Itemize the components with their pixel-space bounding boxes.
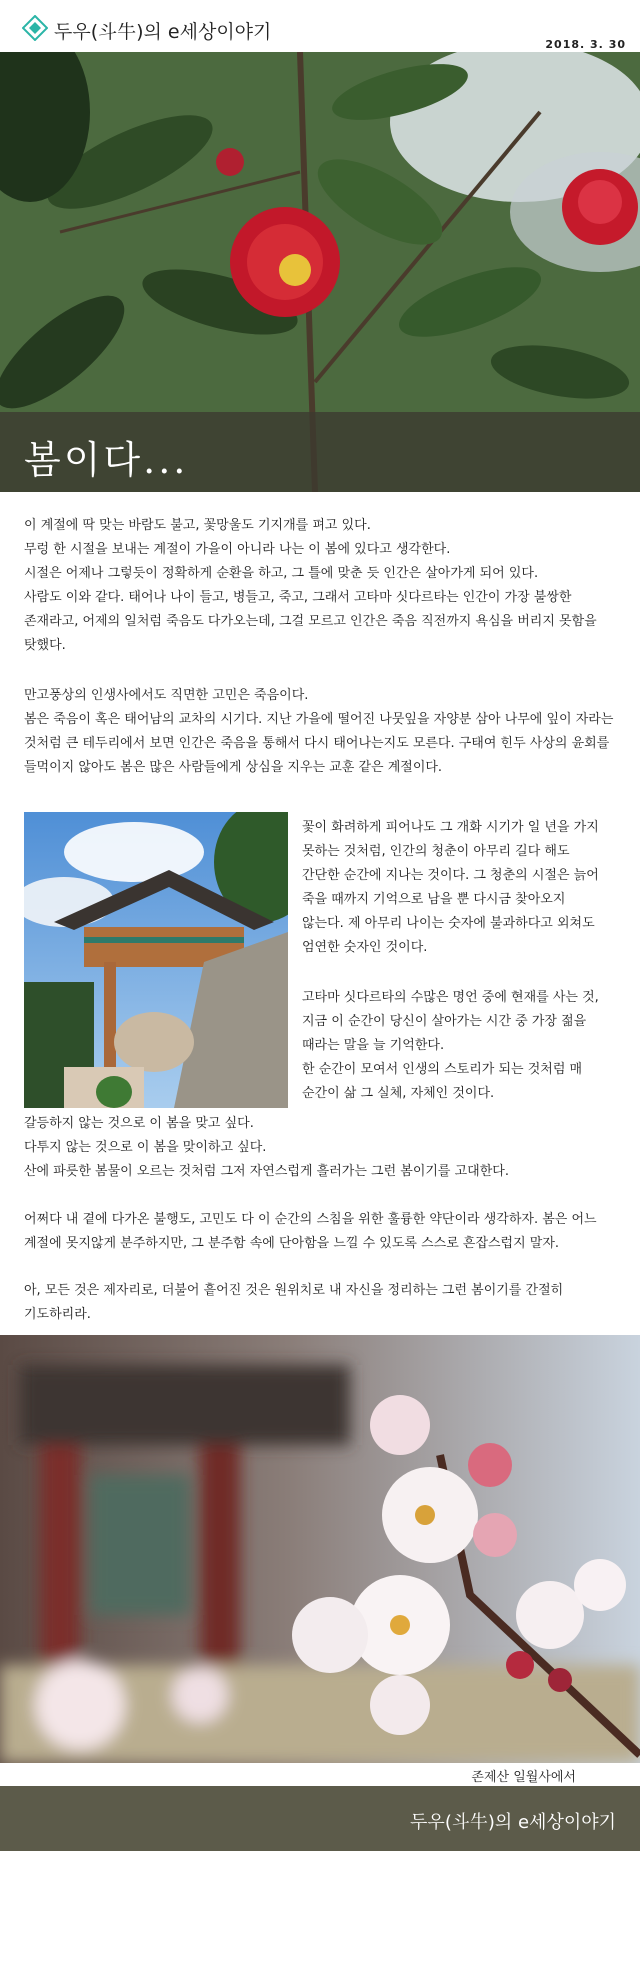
blossom-photo: [0, 1335, 640, 1763]
paragraph-1: [24, 514, 616, 658]
blog-header: [0, 0, 640, 52]
text-line: 죽을 때까지 기억으로 남을 뿐 다시금 찾아오지: [302, 892, 566, 907]
text-line: 이 계절에 딱 맞는 바람도 불고, 꽃망울도 기지개를 펴고 있다.: [24, 518, 371, 533]
blog-title[interactable]: 두우(斗牛)의 e세상이야기: [54, 21, 272, 43]
text-line: 지금 이 순간이 당신이 살아가는 시간 중 가장 젊을: [302, 1014, 587, 1029]
text-line: 엄연한 숫자인 것이다.: [302, 940, 428, 955]
diamond-logo-icon: [22, 15, 48, 41]
text-line: 기도하리라.: [24, 1307, 91, 1322]
text-line: 어쩌다 내 곁에 다가온 불행도, 고민도 다 이 순간의 스침을 위한 훌륭한 약단이라 생각하자. 봄은 어느: [24, 1212, 597, 1227]
text-line: 다투지 않는 것으로 이 봄을 맞이하고 싶다.: [24, 1140, 267, 1155]
side-paragraph-1: [302, 816, 622, 960]
text-line: 계절에 못지않게 분주하지만, 그 분주함 속에 단아함을 느낄 수 있도록 스스로 흔잡스럽지 말자.: [24, 1236, 560, 1251]
text-line: 무렁 한 시절을 보내는 계절이 가을이 아니라 나는 이 봄에 있다고 생각한다.: [24, 542, 451, 557]
text-line: 만고풍상의 인생사에서도 직면한 고민은 죽음이다.: [24, 688, 309, 703]
paragraph-4: [24, 1208, 616, 1256]
temple-pavilion-illustration: [24, 812, 288, 1108]
text-line: 때라는 말을 늘 기억한다.: [302, 1038, 445, 1053]
text-line: 들먹이지 않아도 봄은 많은 사람들에게 상심을 지우는 교훈 같은 계절이다.: [24, 760, 443, 775]
text-line: 않는다. 제 아무리 나이는 숫자에 불과하다고 외쳐도: [302, 916, 595, 931]
text-line: 순간이 삶 그 실체, 자체인 것이다.: [302, 1086, 495, 1101]
paragraph-3: [24, 1112, 616, 1184]
text-line: 못하는 것처럼, 인간의 청춘이 아무리 길다 해도: [302, 844, 570, 859]
text-line: 산에 파릇한 봄물이 오르는 것처럼 그저 자연스럽게 흘러가는 그런 봄이기를 고대한다.: [24, 1164, 509, 1179]
text-line: 갈등하지 않는 것으로 이 봄을 맞고 싶다.: [24, 1116, 254, 1131]
text-line: 간단한 순간에 지나는 것이다. 그 청춘의 시절은 늙어: [302, 868, 599, 883]
post-title: 봄이다...: [24, 438, 189, 482]
photo-caption: 존제산 일월사에서: [471, 1770, 576, 1785]
blog-footer: [0, 1786, 640, 1851]
paragraph-5: [24, 1279, 616, 1327]
text-line: 한 순간이 모여서 인생의 스토리가 되는 것처럼 매: [302, 1062, 583, 1077]
text-line: 존재라고, 어제의 일처럼 죽음도 다가오는데, 그걸 모르고 인간은 죽음 직전까지 욕심을 버리지 못함을: [24, 614, 597, 629]
text-line: 것처럼 큰 테두리에서 보면 인간은 죽음을 통해서 다시 태어나는지도 모른다. 구태여 힌두 사상의 윤회를: [24, 736, 610, 751]
text-line: 사람도 이와 같다. 태어나 나이 들고, 병들고, 죽고, 그래서 고타마 싯다르타는 인간이 가장 불쌍한: [24, 590, 572, 605]
paragraph-2: [24, 684, 616, 780]
apricot-blossom-illustration: [0, 1335, 640, 1763]
footer-blog-title[interactable]: 두우(斗牛)의 e세상이야기: [410, 1812, 616, 1833]
side-paragraph-2: [302, 986, 622, 1106]
text-line: 시절은 어제나 그렇듯이 정확하게 순환을 하고, 그 틀에 맞춘 듯 인간은 살아가게 되어 있다.: [24, 566, 539, 581]
text-line: 꽃이 화려하게 피어나도 그 개화 시기가 일 년을 가지: [302, 820, 599, 835]
temple-photo: [24, 812, 288, 1108]
post-date: 2018. 3. 30: [545, 38, 626, 51]
hero-image: [0, 52, 640, 492]
text-line: 고타마 싯다르타의 수많은 명언 중에 현재를 사는 것,: [302, 990, 599, 1005]
text-line: 탓했다.: [24, 638, 66, 653]
text-line: 봄은 죽음이 혹은 태어남의 교차의 시기다. 지난 가을에 떨어진 나뭇잎을 자양분 삼아 나무에 잎이 자라는: [24, 712, 614, 727]
text-line: 아, 모든 것은 제자리로, 더불어 흩어진 것은 원위치로 내 자신을 정리하는 그런 봄이기를 간절히: [24, 1283, 564, 1298]
